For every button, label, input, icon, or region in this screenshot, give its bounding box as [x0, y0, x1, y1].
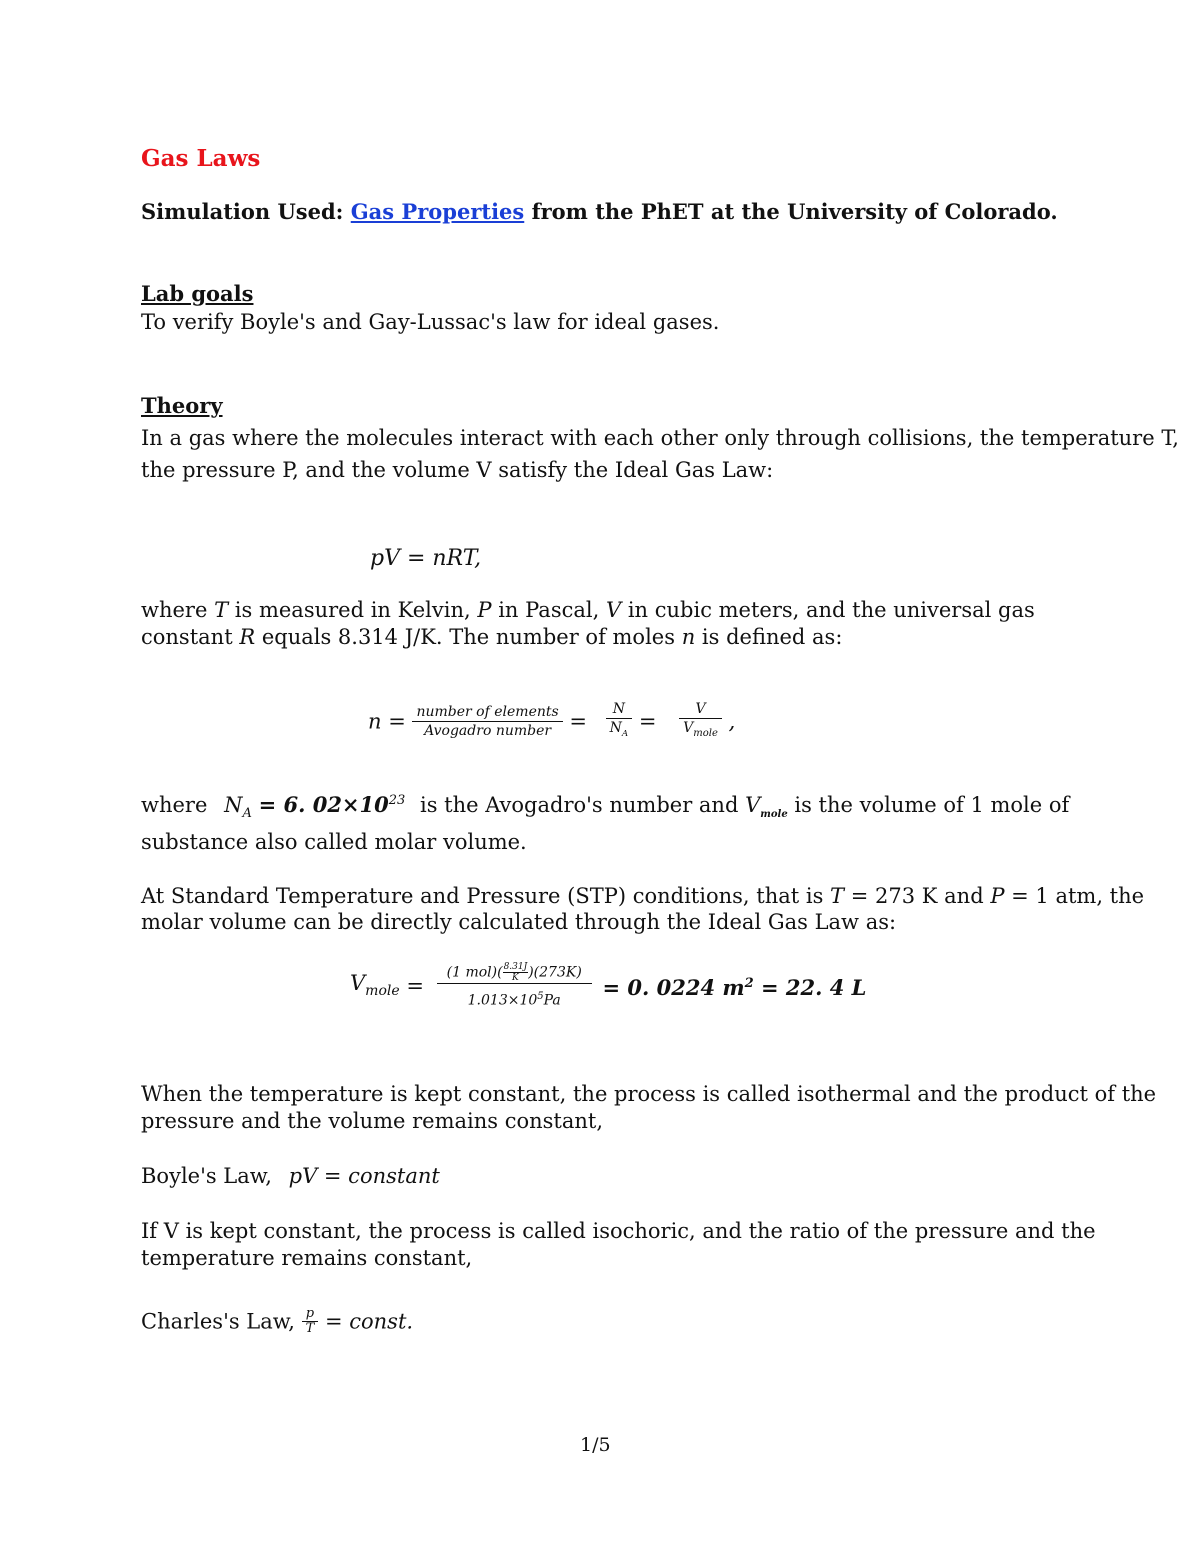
- simulation-suffix: from the PhET at the University of Colorado.: [531, 199, 1058, 224]
- units-line-1: [141, 596, 1035, 624]
- fraction-denominator: Avogadro number: [424, 722, 552, 739]
- fraction-numerator: [437, 962, 592, 984]
- stp-line-1: [141, 882, 1144, 910]
- numerator-part: (1 mol)(: [446, 964, 503, 981]
- numerator-part: )(273K): [528, 964, 582, 981]
- na-subscript: A: [242, 806, 252, 822]
- theory-line-1: In a gas where the molecules interact with each other only through collisions, the temperature T,: [141, 426, 1179, 450]
- na-subscript: A: [621, 728, 629, 739]
- boyles-law-line: [141, 1162, 440, 1190]
- mole-subscript: mole: [760, 809, 788, 821]
- var-t: T: [830, 884, 845, 908]
- molar-fraction: [437, 962, 592, 1010]
- gas-properties-link[interactable]: Gas Properties: [350, 199, 525, 224]
- fraction-numerator: number of elements: [412, 703, 562, 722]
- units-text: where: [141, 598, 208, 622]
- theory-line-2: the pressure P, and the volume V satisfy the Ideal Gas Law:: [141, 458, 774, 482]
- molar-volume-equation: [350, 962, 866, 1010]
- denominator-part: 1.013×10: [467, 992, 538, 1009]
- units-line-2: [141, 623, 842, 651]
- molar-result: [602, 975, 866, 1000]
- isothermal-line-2: pressure and the volume remains constant,: [141, 1109, 604, 1133]
- page-number: 1/5: [580, 1434, 611, 1456]
- charles-fraction: [302, 1307, 319, 1336]
- moles-fraction-2: [606, 700, 633, 743]
- theory-heading: Theory: [141, 393, 223, 418]
- avogadro-text: is the volume of 1 mole of: [794, 793, 1070, 817]
- mole-subscript: mole: [365, 983, 400, 1000]
- charles-law-label: Charles's Law,: [141, 1309, 295, 1334]
- stp-text: = 1 atm, the: [1011, 884, 1145, 908]
- avogadro-line-2: substance also called molar volume.: [141, 830, 527, 854]
- var-n: n: [681, 625, 696, 649]
- na-symbol: N: [224, 793, 243, 817]
- charles-law-line: [141, 1300, 413, 1342]
- var-p: P: [477, 598, 492, 622]
- units-text: is measured in Kelvin,: [234, 598, 471, 622]
- v-symbol: V: [350, 971, 366, 996]
- boyles-law-equation: pV = constant: [288, 1164, 440, 1188]
- denominator-part: Pa: [543, 992, 561, 1009]
- fraction-numerator: p: [302, 1307, 319, 1322]
- equals-sign: =: [406, 973, 424, 998]
- lab-goals-heading: Lab goals: [141, 281, 254, 306]
- comma: ,: [728, 709, 736, 734]
- result-value: = 0. 0224 m: [602, 974, 745, 1000]
- fraction-denominator: T: [305, 1321, 315, 1336]
- fraction-denominator: [437, 984, 592, 1010]
- molar-volume-symbol: [745, 793, 788, 821]
- v-symbol: V: [683, 720, 694, 736]
- fraction-denominator: K: [512, 973, 519, 983]
- denominator-exponent: 5: [537, 991, 544, 1002]
- boyles-law-label: Boyle's Law,: [141, 1164, 272, 1188]
- stp-line-2: molar volume can be directly calculated through the Ideal Gas Law as:: [141, 910, 897, 934]
- moles-lhs: n =: [368, 709, 406, 734]
- v-symbol: V: [745, 793, 761, 817]
- fraction-numerator: 8.31J: [503, 962, 528, 972]
- avogadro-value: = 6. 02×10: [258, 792, 389, 817]
- moles-fraction-1: [412, 703, 562, 740]
- moles-fraction-3: [679, 700, 722, 743]
- var-t: T: [214, 598, 229, 622]
- simulation-line: [141, 198, 1058, 226]
- na-symbol: N: [609, 720, 622, 736]
- var-v: V: [605, 598, 622, 622]
- ideal-gas-equation: pV = nRT,: [370, 546, 482, 571]
- var-p: P: [990, 884, 1005, 908]
- gas-constant-fraction: [503, 962, 529, 983]
- fraction-denominator: [679, 719, 722, 743]
- equals-sign: =: [638, 709, 657, 734]
- moles-equation: [368, 700, 735, 743]
- isothermal-line-1: When the temperature is kept constant, the process is called isothermal and the product of the: [141, 1082, 1157, 1106]
- isochoric-line-2: temperature remains constant,: [141, 1246, 473, 1270]
- stp-text: = 273 K and: [850, 884, 984, 908]
- var-r: R: [239, 625, 256, 649]
- page-title: Gas Laws: [141, 145, 261, 172]
- units-text: in cubic meters, and the universal gas: [627, 598, 1035, 622]
- isochoric-line-1: If V is kept constant, the process is called isochoric, and the ratio of the pressure and the: [141, 1219, 1096, 1243]
- units-text: in Pascal,: [498, 598, 600, 622]
- molar-lhs: [350, 971, 400, 1000]
- units-text: constant: [141, 625, 233, 649]
- lab-goals-text: To verify Boyle's and Gay-Lussac's law for ideal gases.: [141, 310, 720, 334]
- fraction-numerator: N: [606, 700, 633, 719]
- equals-sign: =: [569, 709, 587, 734]
- result-exponent: 2: [744, 975, 754, 991]
- stp-text: At Standard Temperature and Pressure (STP) conditions, that is: [141, 884, 824, 908]
- fraction-numerator: V: [679, 700, 722, 719]
- units-text: is defined as:: [701, 625, 843, 649]
- avogadro-exponent: 23: [388, 793, 406, 808]
- charles-law-equation: = const.: [324, 1309, 414, 1334]
- mole-subscript: mole: [693, 727, 718, 739]
- avogadro-line-1: [141, 787, 1069, 829]
- simulation-prefix: Simulation Used:: [141, 199, 344, 224]
- avogadro-text: is the Avogadro's number and: [420, 793, 739, 817]
- avogadro-text: where: [141, 793, 208, 817]
- fraction-denominator: [606, 719, 633, 743]
- avogadro-symbol: [224, 793, 252, 822]
- result-value: = 22. 4 L: [760, 974, 867, 1000]
- units-text: equals 8.314 J/K. The number of moles: [261, 625, 675, 649]
